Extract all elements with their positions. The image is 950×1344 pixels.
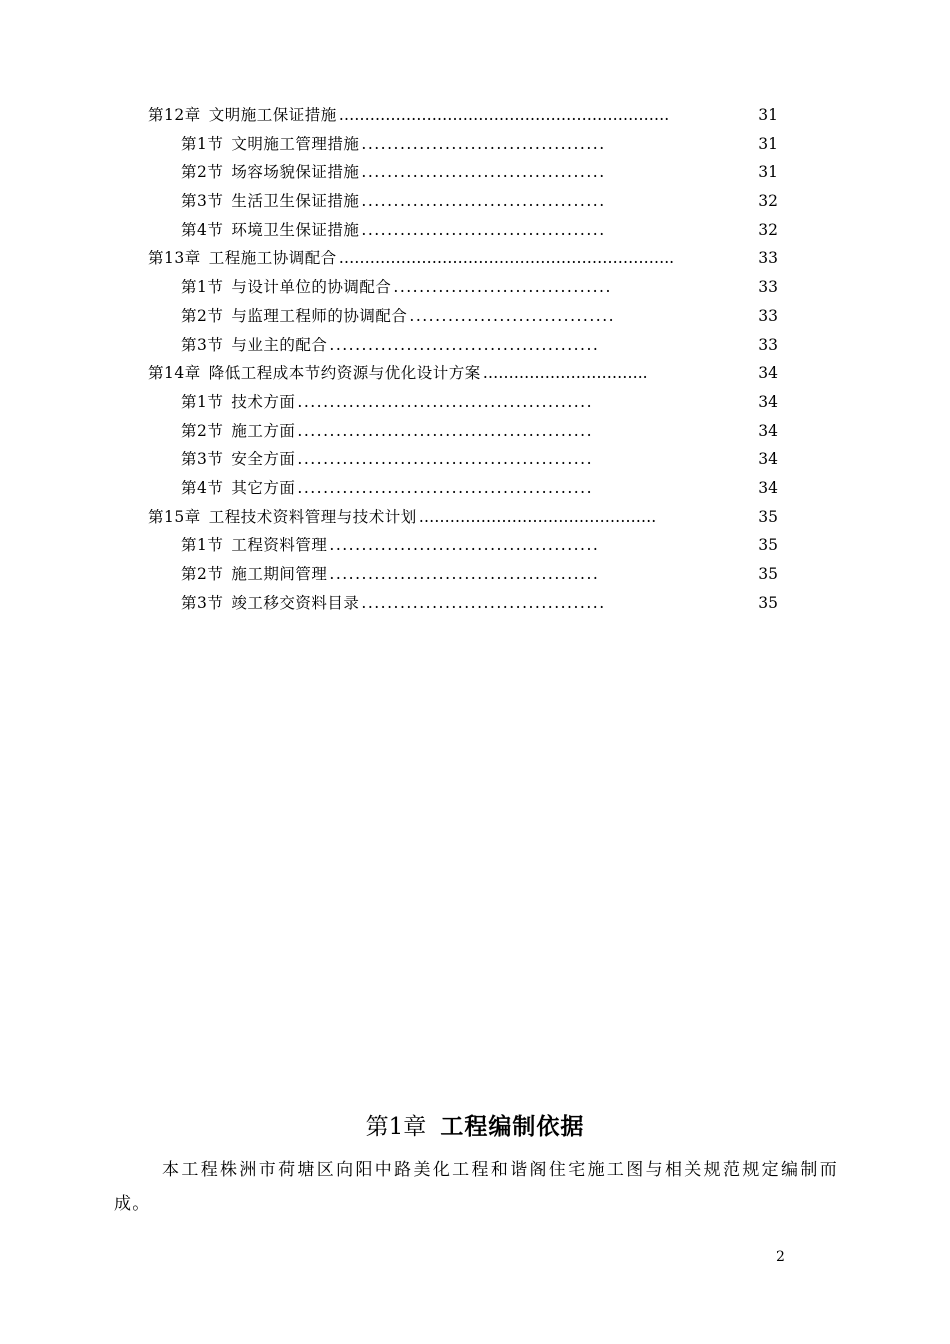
toc-dot-leader: ...................................... [361,163,606,182]
toc-entry-title [181,417,295,446]
toc-entry-title [181,589,359,618]
toc-entry-number: 第13章 [148,249,201,268]
toc-entry-section[interactable] [148,216,778,245]
toc-entry-section[interactable] [148,302,778,331]
toc-entry-number: 第4节 [181,478,224,497]
chapter-heading-title: 工程编制依据 [440,1113,585,1140]
toc-entry-chapter[interactable] [148,359,778,388]
toc-entry-title [181,273,391,302]
toc-entry-number: 第12章 [148,106,201,124]
toc-dot-leader: .............................................. [297,450,594,469]
toc-entry-number: 第3节 [181,593,224,612]
chapter-heading-number: 第1章 [365,1114,427,1140]
toc-dot-leader: ………………………….. [482,364,648,383]
body-paragraph: 本工程株洲市荷塘区向阳中路美化工程和谐阁住宅施工图与相关规范规定编制而成。 [114,1160,838,1214]
toc-page-number: 33 [758,335,778,354]
toc-entry-text: 与监理工程师的协调配合 [231,306,408,325]
toc-entry-text: 竣工移交资料目录 [231,593,360,612]
toc-page-number: 34 [758,364,778,383]
toc-dot-leader: ...................................... [361,134,606,153]
toc-dot-leader: .......................................... [329,536,600,555]
toc-entry-number: 第2节 [181,163,224,182]
toc-entry-title [181,130,359,159]
toc-entry-number: 第1节 [181,536,224,555]
toc-entry-title [181,474,295,503]
toc-entry-text: 场容场貌保证措施 [231,163,360,182]
toc-dot-leader: ................................ [409,306,616,325]
toc-entry-section[interactable] [148,474,778,503]
toc-entry-title [181,560,327,589]
toc-dot-leader: ………………………………………. [418,507,657,526]
toc-entry-text: 与设计单位的协调配合 [231,278,392,297]
toc-entry-number: 第1节 [181,278,224,297]
toc-page-number: 34 [758,450,778,469]
toc-entry-title [181,445,295,474]
toc-entry-text: 安全方面 [231,450,296,469]
toc-entry-title [181,187,359,216]
toc-entry-title [181,302,407,331]
toc-entry-title [181,331,327,360]
toc-entry-text: 施工方面 [231,421,296,440]
toc-entry-number: 第3节 [181,450,224,469]
toc-entry-title [181,531,327,560]
toc-entry-text: 工程施工协调配合 [208,249,337,268]
toc-entry-section[interactable] [148,331,778,360]
toc-entry-text: 文明施工保证措施 [208,106,337,124]
toc-entry-number: 第1节 [181,134,224,153]
toc-dot-leader: ...................................... [361,220,606,239]
toc-entry-section[interactable] [148,158,778,187]
toc-entry-title [148,244,337,273]
toc-entry-number: 第14章 [148,364,201,383]
toc-page-number: 33 [758,249,778,268]
toc-dot-leader: .......................................... [329,565,600,583]
toc-entry-chapter[interactable] [148,244,778,273]
toc-dot-leader: .................................. [393,278,612,297]
page-number: 2 [776,1249,785,1265]
toc-entry-chapter[interactable] [148,101,778,130]
table-of-contents [148,101,778,617]
toc-dot-leader: .......................................... [329,335,600,354]
toc-dot-leader: ……………………………………………………….. [338,249,675,268]
toc-dot-leader: .............................................. [297,478,594,497]
toc-entry-number: 第2节 [181,306,224,325]
toc-entry-text: 工程资料管理 [231,536,328,555]
toc-entry-text: 施工期间管理 [231,565,328,583]
toc-entry-number: 第4节 [181,220,224,239]
toc-entry-section[interactable] [148,445,778,474]
toc-page-number: 34 [758,478,778,497]
toc-entry-title [181,158,359,187]
toc-entry-text: 与业主的配合 [231,335,328,354]
toc-page-number: 34 [758,392,778,411]
toc-entry-section[interactable] [148,187,778,216]
toc-entry-number: 第1节 [181,392,224,411]
toc-dot-leader: .............................................. [297,392,594,411]
toc-page-number: 33 [758,306,778,325]
toc-entry-number: 第3节 [181,192,224,211]
toc-entry-text: 环境卫生保证措施 [231,220,360,239]
toc-entry-section[interactable] [148,589,778,618]
toc-page-number: 35 [758,565,778,583]
toc-page-number: 32 [758,192,778,211]
toc-entry-section[interactable] [148,130,778,159]
toc-entry-section[interactable] [148,531,778,560]
toc-dot-leader: ...................................... [361,593,606,612]
toc-entry-title [181,388,295,417]
toc-entry-text: 降低工程成本节约资源与优化设计方案 [208,364,481,383]
toc-entry-title [148,359,481,388]
toc-entry-number: 第3节 [181,335,224,354]
toc-entry-text: 其它方面 [231,478,296,497]
toc-entry-number: 第2节 [181,565,224,583]
toc-page-number: 33 [758,278,778,297]
toc-entry-title [148,503,417,532]
chapter-heading [0,1110,950,1144]
toc-entry-section[interactable] [148,417,778,446]
toc-page-number: 35 [758,593,778,612]
toc-entry-title [181,216,359,245]
toc-dot-leader: .............................................. [297,421,594,440]
toc-entry-title [148,101,337,130]
toc-entry-number: 第15章 [148,507,201,526]
toc-entry-section[interactable] [148,273,778,302]
toc-page-number: 31 [758,106,778,124]
toc-entry-text: 文明施工管理措施 [231,134,360,153]
toc-entry-section[interactable] [148,388,778,417]
toc-entry-text: 技术方面 [231,392,296,411]
toc-dot-leader: ...................................... [361,192,606,211]
toc-entry-chapter[interactable] [148,503,778,532]
toc-entry-section[interactable] [148,560,778,589]
toc-dot-leader: ………………………………………………………. [338,106,670,124]
toc-entry-number: 第2节 [181,421,224,440]
toc-page-number: 31 [758,163,778,182]
toc-page-number: 32 [758,220,778,239]
toc-entry-text: 生活卫生保证措施 [231,192,360,211]
toc-entry-text: 工程技术资料管理与技术计划 [208,507,417,526]
toc-page-number: 31 [758,134,778,153]
toc-page-number: 34 [758,421,778,440]
toc-page-number: 35 [758,507,778,526]
toc-page-number: 35 [758,536,778,555]
